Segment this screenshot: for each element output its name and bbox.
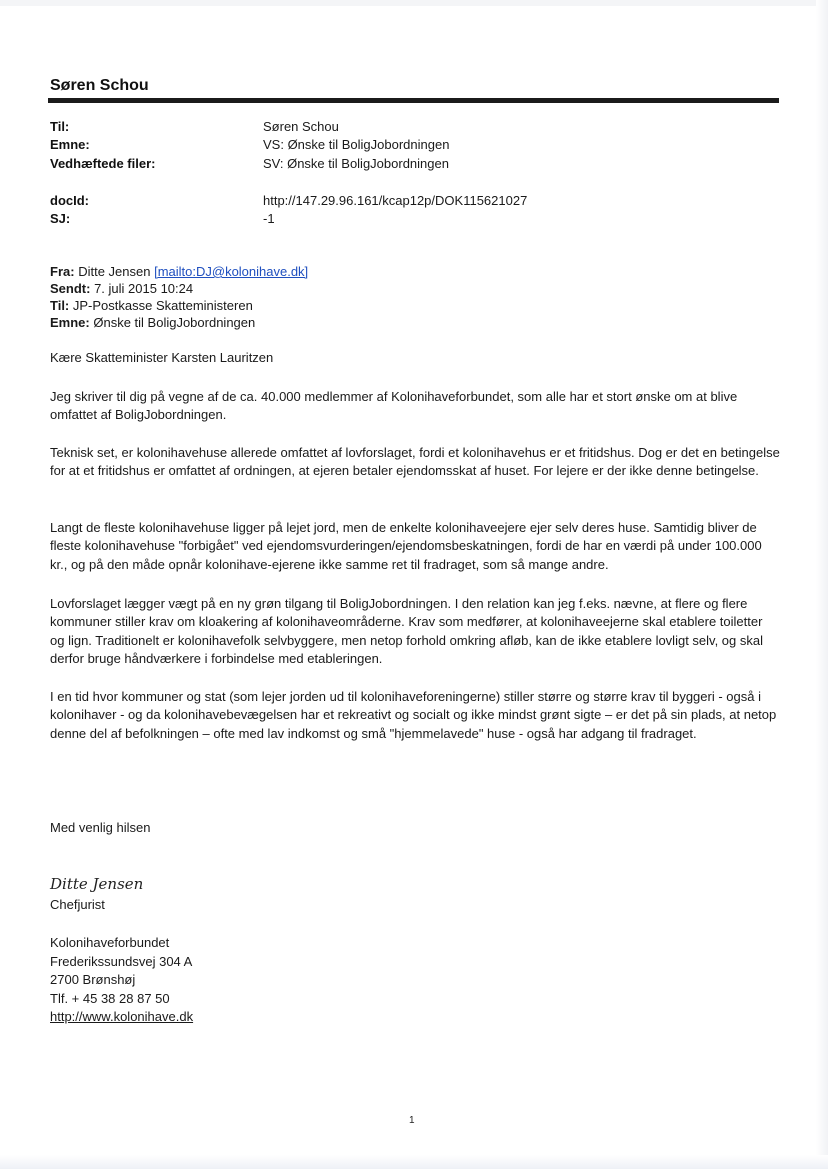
body-paragraph: Teknisk set, er kolonihavehuse allerede omfattet af lovforslaget, fordi et kolonihavehus er et fritidshus. Dog er det en betingelse for at et fritidshus er omfattet af ordningen, at ejeren betaler ejendomsskat af huset. For lejere er der ikke denne betingelse. — [50, 445, 780, 479]
scan-top-edge — [0, 0, 828, 6]
forwarded-to-value: JP-Postkasse Skatteministeren — [72, 298, 253, 313]
sj-label: SJ: — [50, 211, 71, 226]
salutation: Kære Skatteminister Karsten Lauritzen — [50, 350, 274, 365]
from-name: Ditte Jensen — [78, 264, 151, 279]
sj-value: -1 — [263, 211, 275, 226]
scan-right-edge — [816, 0, 828, 1169]
subject-value: VS: Ønske til BoligJobordningen — [263, 137, 450, 152]
header-divider — [48, 98, 779, 103]
page-number: 1 — [409, 1115, 415, 1126]
body-paragraph: Jeg skriver til dig på vegne af de ca. 40.000 medlemmer af Kolonihaveforbundet, som alle har et stort ønske om at blive omfattet af BoligJobordningen. — [50, 389, 738, 423]
forwarded-subject-label: Emne: — [50, 315, 90, 330]
street-address: Frederikssundsvej 304 A — [50, 954, 193, 969]
signer-title: Chefjurist — [50, 897, 105, 912]
to-label: Til: — [50, 119, 70, 134]
website-link[interactable]: http://www.kolonihave.dk — [50, 1009, 194, 1024]
handwritten-signature: Ditte Jensen — [50, 875, 144, 893]
forwarded-to-line — [50, 298, 253, 313]
docid-label: docId: — [50, 193, 89, 208]
forwarded-subject-value: Ønske til BoligJobordningen — [93, 315, 256, 330]
from-label: Fra: — [50, 264, 75, 279]
attachments-label: Vedhæftede filer: — [50, 156, 156, 171]
body-paragraph: I en tid hvor kommuner og stat (som lejer jorden ud til kolonihaveforeningerne) stiller større og større krav til byggeri - også i kolonihaver - og da kolonihavebevægelsen har et rekreativt og socialt og ikke mindst grønt sigte – er det på sin plads, at netop denne del af befolkningen – ofte med lav indkomst og små "hjemmelavede" huse - også har adgang til fradraget. — [50, 689, 777, 741]
subject-label: Emne: — [50, 137, 90, 152]
forwarded-to-label: Til: — [50, 298, 70, 313]
forwarded-sent-line — [50, 281, 193, 296]
organization-name: Kolonihaveforbundet — [50, 935, 170, 950]
docid-value: http://147.29.96.161/kcap12p/DOK115621027 — [263, 193, 528, 208]
sent-value: 7. juli 2015 10:24 — [94, 281, 194, 296]
sent-label: Sendt: — [50, 281, 91, 296]
sender-name: Søren Schou — [50, 77, 149, 94]
to-value: Søren Schou — [263, 119, 339, 134]
body-paragraph: Langt de fleste kolonihavehuse ligger på lejet jord, men de enkelte kolonihaveejere ejer selv deres huse. Samtidig bliver de fleste kolonihavehuse "forbigået" ved ejendomsvurderingen/ejendomsbeskatningen, fordi de har en værdi på under 100.000 kr., og på den måde opnår kolonihave-ejerene ikke samme ret til fradraget, som så mange andre. — [50, 520, 762, 572]
phone-number: Tlf. + 45 38 28 87 50 — [50, 991, 170, 1006]
from-email-link[interactable]: [mailto:DJ@kolonihave.dk] — [154, 264, 309, 279]
forwarded-from-line — [50, 264, 308, 279]
forwarded-subject-line — [50, 315, 255, 330]
closing: Med venlig hilsen — [50, 820, 151, 835]
attachments-value: SV: Ønske til BoligJobordningen — [263, 156, 449, 171]
body-paragraph: Lovforslaget lægger vægt på en ny grøn tilgang til BoligJobordningen. I den relation kan jeg f.eks. nævne, at flere og flere kommuner stiller krav om kloakering af kolonihaveområderne. Krav som medfører, at kolonihaveejerne skal etablere toiletter og lign. Traditionelt er kolonihavefolk selvbyggere, men netop forhold omkring afløb, kan de ikke etablere lovligt selv, og skal derfor bruge håndværkere i forbindelse med etableringen. — [50, 596, 763, 667]
scan-bottom-edge — [0, 1155, 828, 1169]
city-address: 2700 Brønshøj — [50, 972, 136, 987]
